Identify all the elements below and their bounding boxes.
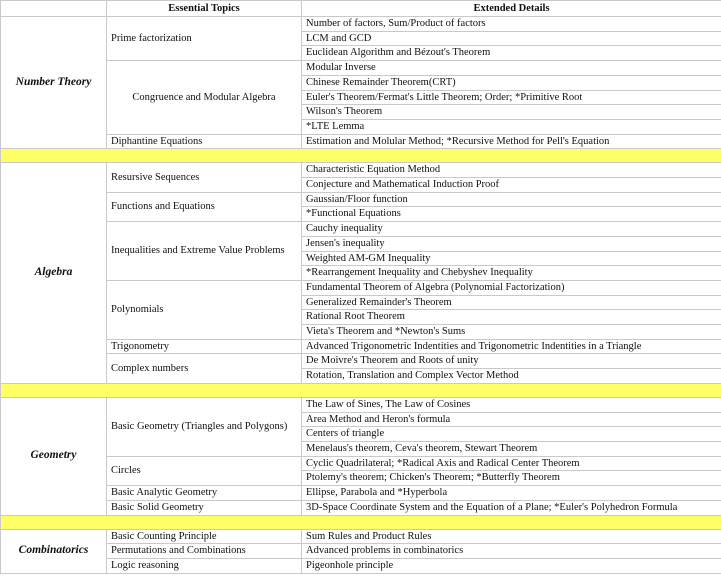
detail-cell: Pigeonhole principle [302, 558, 721, 573]
table-row [1, 486, 721, 501]
table-row [1, 222, 721, 237]
detail-cell: Sum Rules and Product Rules [302, 529, 721, 544]
section-combinatorics: Combinatorics [1, 529, 107, 573]
detail-cell: Characteristic Equation Method [302, 163, 721, 178]
topic-basic-geometry: Basic Geometry (Triangles and Polygons) [107, 397, 302, 456]
detail-cell: 3D-Space Coordinate System and the Equation of a Plane; *Euler's Polyhedron Formula [302, 500, 721, 515]
detail-cell: Wilson's Theorem [302, 105, 721, 120]
detail-cell: Jensen's inequality [302, 236, 721, 251]
detail-cell: *LTE Lemma [302, 119, 721, 134]
table-row [1, 192, 721, 207]
section-algebra: Algebra [1, 163, 107, 384]
detail-cell: Fundamental Theorem of Algebra (Polynomial Factorization) [302, 280, 721, 295]
detail-cell: Modular Inverse [302, 61, 721, 76]
section-separator [1, 383, 721, 397]
topic-complex-numbers: Complex numbers [107, 354, 302, 383]
detail-cell: LCM and GCD [302, 31, 721, 46]
detail-cell: Advanced problems in combinatorics [302, 544, 721, 559]
detail-cell: Weighted AM-GM Inequality [302, 251, 721, 266]
detail-cell: De Moivre's Theorem and Roots of unity [302, 354, 721, 369]
table-row [1, 558, 721, 573]
section-separator [1, 515, 721, 529]
table-row [1, 134, 721, 149]
topic-functions-equations: Functions and Equations [107, 192, 302, 221]
detail-cell: Rational Root Theorem [302, 310, 721, 325]
detail-cell: Area Method and Heron's formula [302, 412, 721, 427]
detail-cell: *Rearrangement Inequality and Chebyshev Inequality [302, 266, 721, 281]
detail-cell: The Law of Sines, The Law of Cosines [302, 397, 721, 412]
header-essential-topics: Essential Topics [107, 1, 302, 17]
table-row [1, 354, 721, 369]
table-row [1, 397, 721, 412]
topic-inequalities: Inequalities and Extreme Value Problems [107, 222, 302, 281]
topic-analytic-geometry: Basic Analytic Geometry [107, 486, 302, 501]
topic-prime-factorization: Prime factorization [107, 17, 302, 61]
section-separator [1, 149, 721, 163]
topic-counting-principle: Basic Counting Principle [107, 529, 302, 544]
detail-cell: Rotation, Translation and Complex Vector Method [302, 369, 721, 384]
topic-solid-geometry: Basic Solid Geometry [107, 500, 302, 515]
topic-permutations: Permutations and Combinations [107, 544, 302, 559]
table-row [1, 456, 721, 471]
topic-polynomials: Polynomials [107, 280, 302, 339]
topic-circles: Circles [107, 456, 302, 485]
detail-cell: Euler's Theorem/Fermat's Little Theorem; Order; *Primitive Root [302, 90, 721, 105]
detail-cell: Vieta's Theorem and *Newton's Sums [302, 325, 721, 340]
topic-recursive-sequences: Resursive Sequences [107, 163, 302, 192]
detail-cell: Number of factors, Sum/Product of factors [302, 17, 721, 32]
table-row [1, 163, 721, 178]
header-section [1, 1, 107, 17]
header-extended-details: Extended Details [302, 1, 721, 17]
detail-cell: Euclidean Algorithm and Bézout's Theorem [302, 46, 721, 61]
detail-cell: Advanced Trigonometric Indentities and Trigonometric Indentities in a Triangle [302, 339, 721, 354]
detail-cell: Cyclic Quadrilateral; *Radical Axis and Radical Center Theorem [302, 456, 721, 471]
header-row [1, 1, 721, 17]
detail-cell: Gaussian/Floor function [302, 192, 721, 207]
detail-cell: Chinese Remainder Theorem(CRT) [302, 75, 721, 90]
detail-cell: Ptolemy's theorem; Chicken's Theorem; *Butterfly Theorem [302, 471, 721, 486]
detail-cell: Generalized Remainder's Theorem [302, 295, 721, 310]
topic-congruence: Congruence and Modular Algebra [107, 61, 302, 135]
section-geometry: Geometry [1, 397, 107, 515]
table-row [1, 280, 721, 295]
section-number-theory: Number Theory [1, 17, 107, 149]
detail-cell: Estimation and Molular Method; *Recursive Method for Pell's Equation [302, 134, 721, 149]
detail-cell: Ellipse, Parabola and *Hyperbola [302, 486, 721, 501]
detail-cell: *Functional Equations [302, 207, 721, 222]
topic-diophantine: Diphantine Equations [107, 134, 302, 149]
detail-cell: Menelaus's theorem, Ceva's theorem, Stewart Theorem [302, 441, 721, 456]
topic-trigonometry: Trigonometry [107, 339, 302, 354]
topic-logic-reasoning: Logic reasoning [107, 558, 302, 573]
table-row [1, 17, 721, 32]
detail-cell: Cauchy inequality [302, 222, 721, 237]
detail-cell: Centers of triangle [302, 427, 721, 442]
table-row [1, 500, 721, 515]
table-row [1, 544, 721, 559]
table-row [1, 339, 721, 354]
detail-cell: Conjecture and Mathematical Induction Proof [302, 178, 721, 193]
table-row [1, 529, 721, 544]
table-row [1, 61, 721, 76]
